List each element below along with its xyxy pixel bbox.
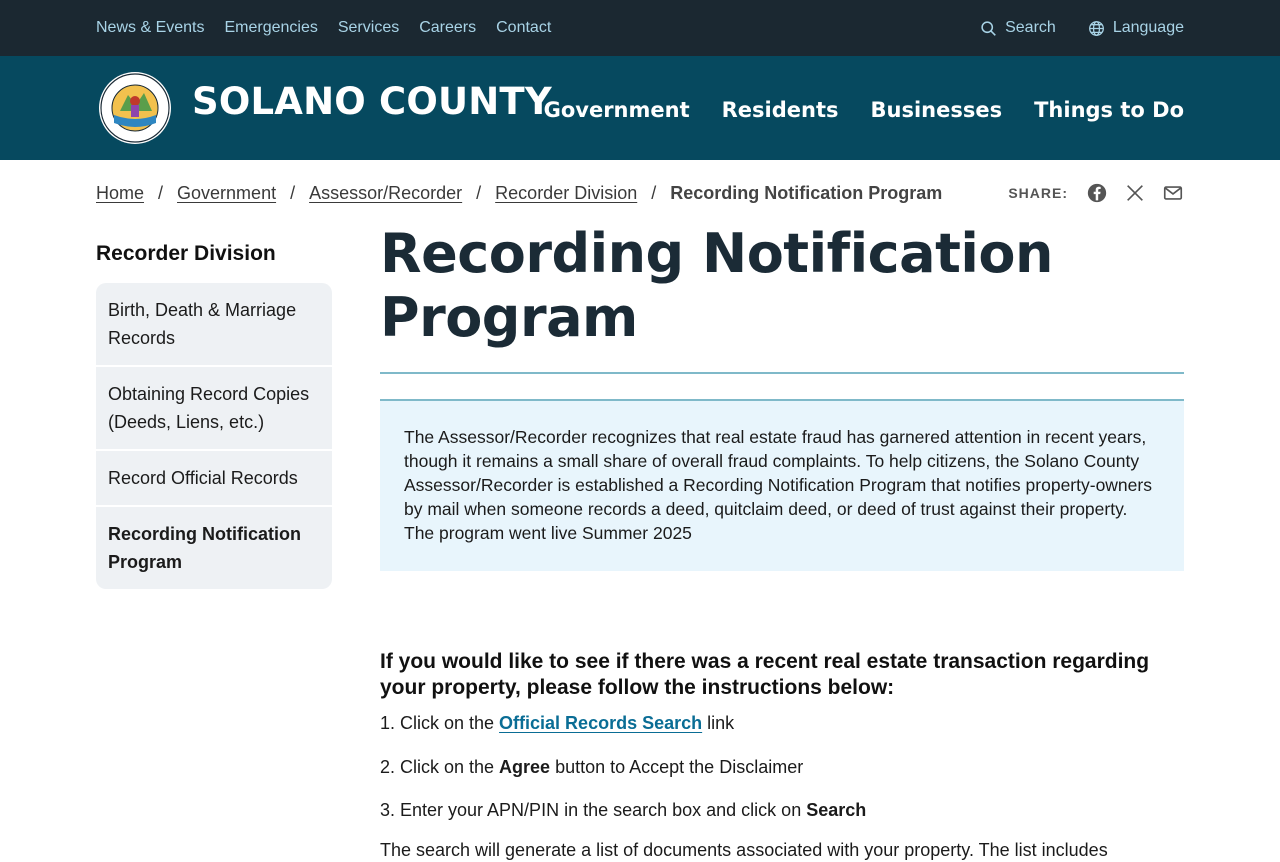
- nav-things-to-do[interactable]: Things to Do: [1034, 98, 1184, 122]
- step-text: Click on the: [400, 713, 500, 733]
- x-icon[interactable]: [1124, 182, 1146, 204]
- search-icon: [980, 20, 997, 37]
- email-icon[interactable]: [1162, 182, 1184, 204]
- step-text: button to Accept the Disclaimer: [550, 756, 804, 777]
- sidebar: [96, 242, 332, 589]
- search-label: Search: [1005, 19, 1056, 36]
- sidebar-item-record-copies[interactable]: Obtaining Record Copies (Deeds, Liens, etc.): [96, 367, 332, 451]
- instructions-list: [380, 711, 1184, 822]
- site-title[interactable]: SOLANO COUNTY: [192, 80, 552, 123]
- results-description: The search will generate a list of documents associated with your property. The list includes: [380, 839, 1108, 860]
- utility-bar: [0, 0, 1280, 56]
- language-button[interactable]: [1088, 19, 1184, 37]
- globe-icon: [1088, 20, 1105, 37]
- utility-nav: [96, 0, 551, 56]
- breadcrumb-assessor-recorder[interactable]: Assessor/Recorder: [309, 183, 463, 203]
- utility-link-contact[interactable]: Contact: [496, 19, 552, 36]
- breadcrumb-separator: /: [290, 183, 296, 203]
- instructions-heading: If you would like to see if there was a recent real estate transaction regarding your property, please follow the instructions below:: [380, 650, 1150, 699]
- sidebar-item-record-official-records[interactable]: Record Official Records: [96, 451, 332, 507]
- sidebar-title: Recorder Division: [96, 242, 276, 265]
- step-text: Enter your APN/PIN in the search box and click on: [400, 800, 807, 820]
- intro-callout: The Assessor/Recorder recognizes that real estate fraud has garnered attention in recent years, though it remains a small share of overall fraud complaints. To help citizens, the Solano County Assessor/Recorder is established a Recording Notification Program that notifies property-owners by mail when someone records a deed, quitclaim deed, or deed of trust against their property. The program went live Summer 2025: [380, 399, 1184, 571]
- breadcrumb-government[interactable]: Government: [177, 183, 277, 203]
- step-text: Click on the: [400, 756, 500, 777]
- sidebar-item-recording-notification[interactable]: Recording Notification Program: [108, 524, 301, 572]
- sidebar-nav: [96, 283, 332, 589]
- page-title: Recording Notification Program: [380, 222, 1184, 374]
- breadcrumb-separator: /: [158, 183, 164, 203]
- breadcrumb-current: Recording Notification Program: [670, 183, 943, 203]
- breadcrumb: [96, 183, 942, 204]
- county-seal-logo[interactable]: [98, 71, 172, 145]
- step-emphasis: Agree: [499, 756, 551, 777]
- search-button[interactable]: [980, 19, 1056, 37]
- utility-link-services[interactable]: Services: [337, 19, 400, 36]
- list-item: [400, 798, 1184, 822]
- main-content: [380, 222, 1184, 862]
- official-records-search-link[interactable]: Official Records Search: [499, 713, 703, 733]
- nav-government[interactable]: Government: [543, 98, 690, 122]
- utility-tools: [980, 0, 1184, 56]
- breadcrumb-home[interactable]: Home: [96, 183, 145, 203]
- utility-link-emergencies[interactable]: Emergencies: [224, 19, 318, 36]
- list-item: [400, 755, 1184, 779]
- step-text: link: [702, 713, 735, 733]
- breadcrumb-separator: /: [476, 183, 482, 203]
- sidebar-item-birth-death-marriage[interactable]: Birth, Death & Marriage Records: [96, 283, 332, 367]
- nav-residents[interactable]: Residents: [721, 98, 839, 122]
- site-header: [0, 56, 1280, 160]
- share-bar: [1008, 182, 1184, 204]
- step-emphasis: Search: [806, 800, 867, 820]
- breadcrumb-recorder-division[interactable]: Recorder Division: [495, 183, 638, 203]
- utility-link-careers[interactable]: Careers: [419, 19, 477, 36]
- share-label: SHARE:: [1008, 185, 1068, 201]
- nav-businesses[interactable]: Businesses: [870, 98, 1003, 122]
- language-label: Language: [1112, 19, 1184, 36]
- utility-link-news-events[interactable]: News & Events: [96, 19, 205, 36]
- list-item: [400, 711, 1184, 735]
- breadcrumb-separator: /: [651, 183, 657, 203]
- main-nav: [544, 98, 1184, 122]
- facebook-icon[interactable]: [1086, 182, 1108, 204]
